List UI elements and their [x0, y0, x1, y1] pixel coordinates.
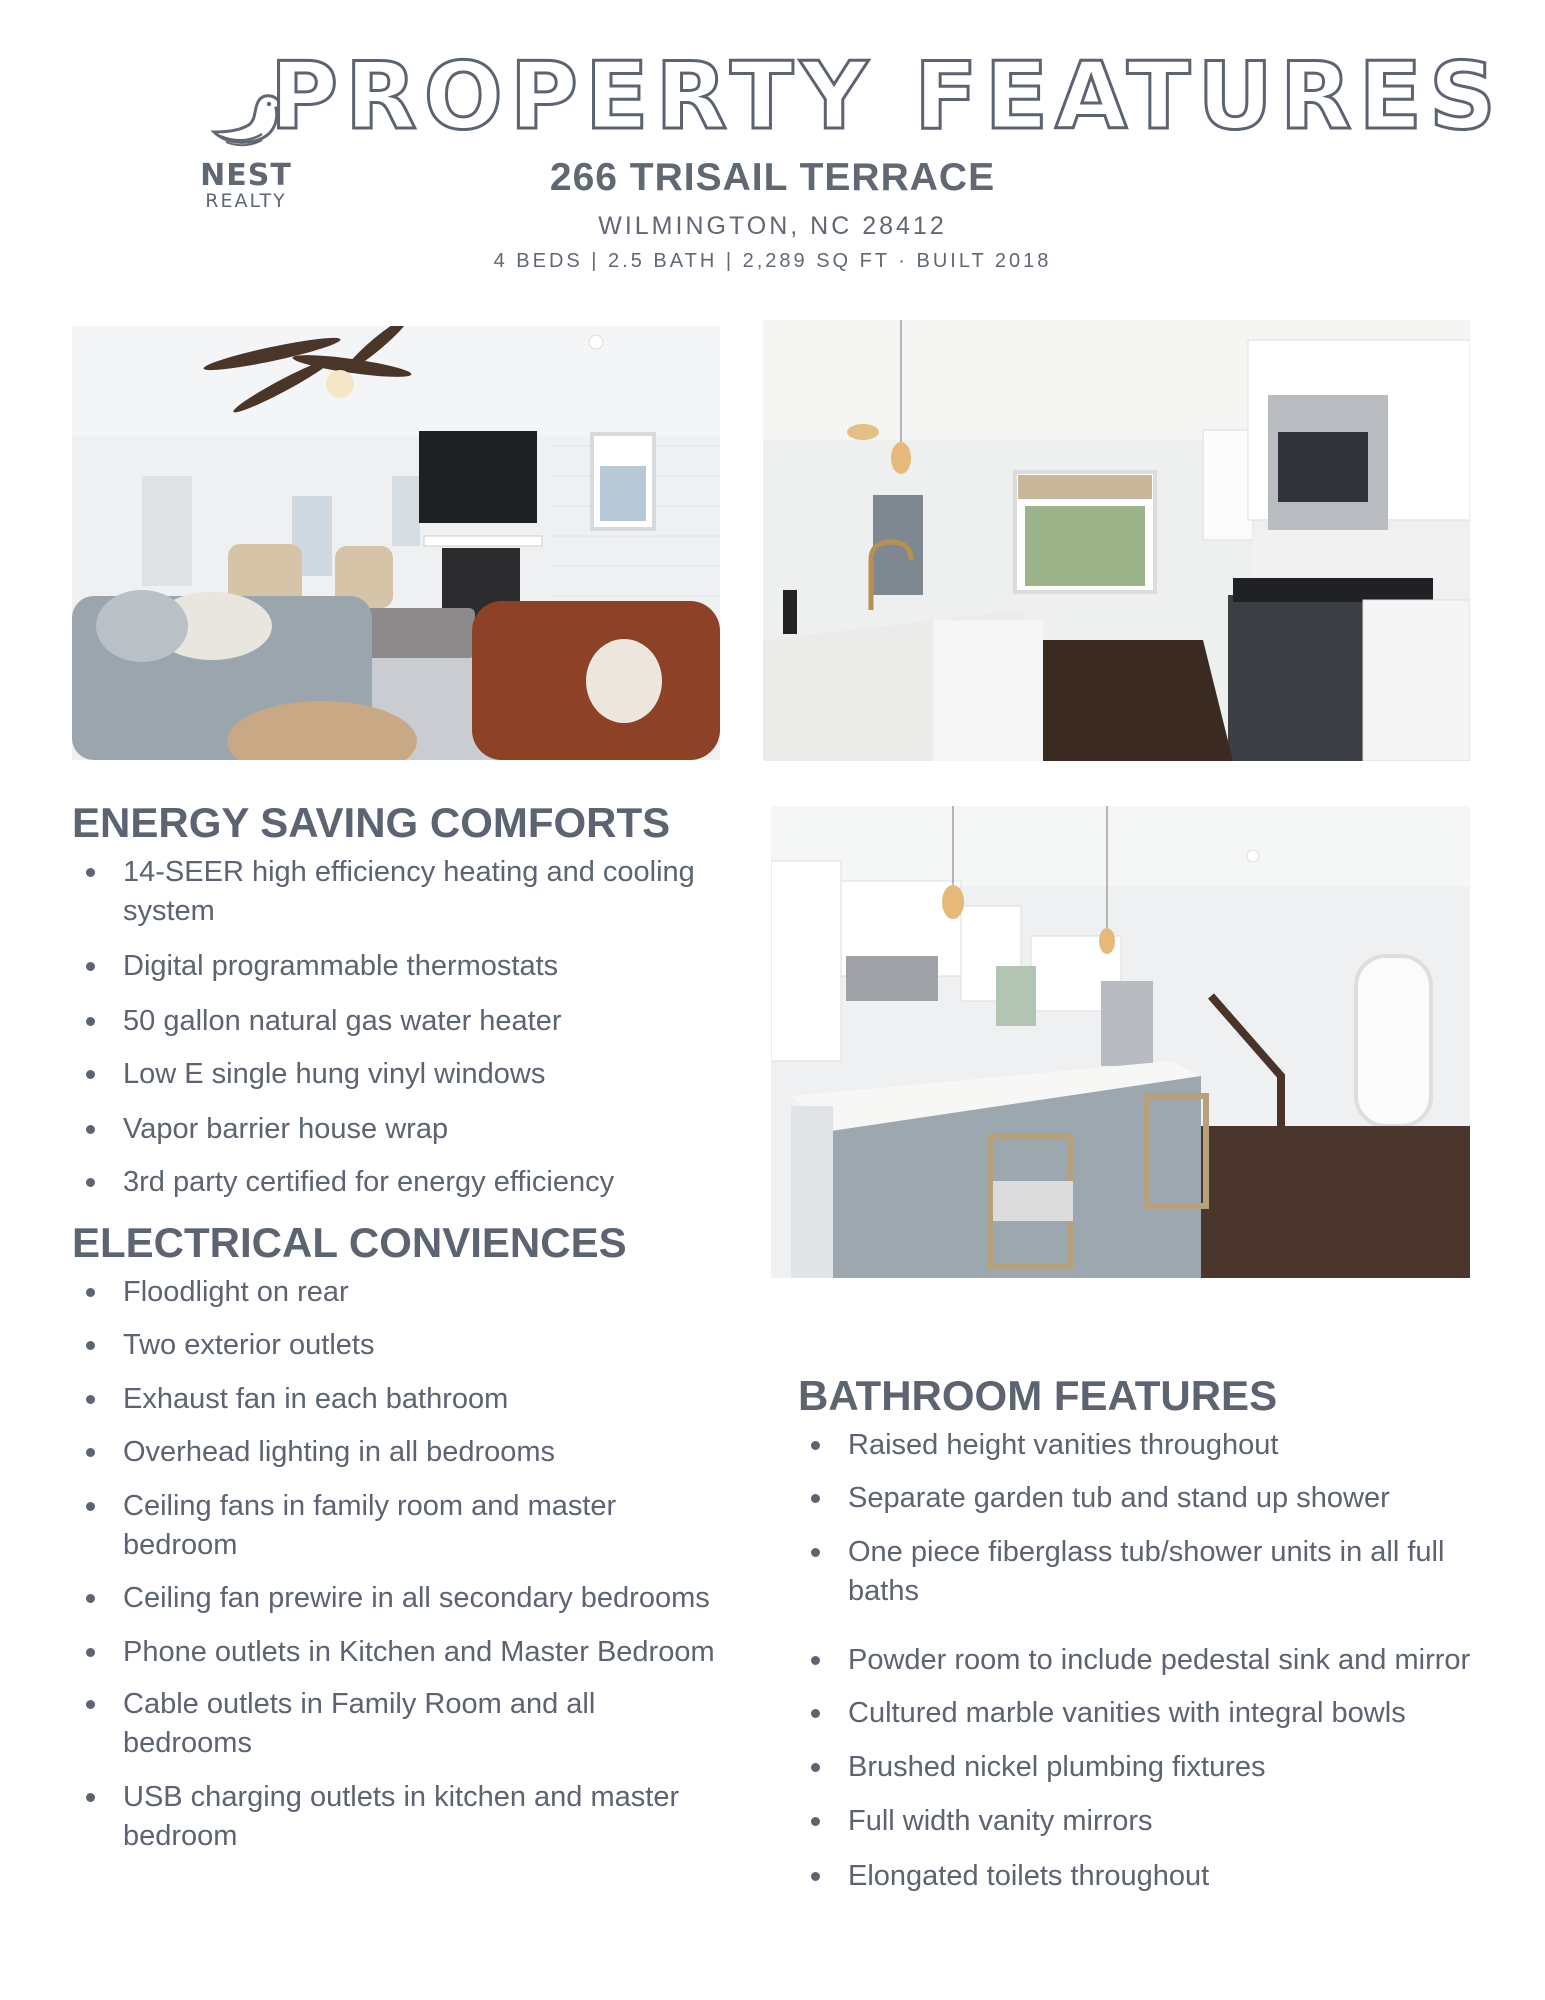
- list-item: Cable outlets in Family Room and all bedrooms: [72, 1685, 732, 1763]
- bullet-icon: [811, 1709, 820, 1718]
- list-item: Vapor barrier house wrap: [72, 1110, 712, 1149]
- list-item: Ceiling fan prewire in all secondary bedrooms: [72, 1579, 732, 1618]
- bullet-icon: [86, 1448, 95, 1457]
- logo-subtitle: REALTY: [205, 190, 287, 212]
- bullet-icon: [86, 1502, 95, 1511]
- list-item: Low E single hung vinyl windows: [72, 1055, 712, 1094]
- bullet-icon: [811, 1441, 820, 1450]
- property-specs: 4 BEDS | 2.5 BATH | 2,289 SQ FT · BUILT 2018: [493, 250, 1052, 272]
- electrical-features-list: [72, 1273, 732, 1856]
- bullet-icon: [86, 1017, 95, 1026]
- list-item: Elongated toilets throughout: [797, 1857, 1497, 1896]
- bullet-icon: [86, 1125, 95, 1134]
- logo-wordmark: NEST: [200, 158, 292, 193]
- list-item: Cultured marble vanities with integral bowls: [797, 1694, 1497, 1733]
- bullet-icon: [811, 1656, 820, 1665]
- list-item: Digital programmable thermostats: [72, 947, 712, 986]
- bullet-icon: [86, 1288, 95, 1297]
- list-item: 3rd party certified for energy efficiency: [72, 1163, 712, 1202]
- bullet-icon: [86, 1070, 95, 1079]
- kitchen-photo: [763, 320, 1470, 761]
- bullet-icon: [86, 962, 95, 971]
- bullet-icon: [811, 1763, 820, 1772]
- list-item: Raised height vanities throughout: [797, 1426, 1497, 1465]
- list-item: Brushed nickel plumbing fixtures: [797, 1748, 1497, 1787]
- bullet-icon: [86, 1648, 95, 1657]
- bullet-icon: [86, 1341, 95, 1350]
- list-item: Exhaust fan in each bathroom: [72, 1380, 732, 1419]
- bullet-icon: [86, 1700, 95, 1709]
- list-item: Separate garden tub and stand up shower: [797, 1479, 1497, 1518]
- list-item: Full width vanity mirrors: [797, 1802, 1497, 1841]
- bullet-icon: [86, 1594, 95, 1603]
- bullet-icon: [86, 1395, 95, 1404]
- list-item: 50 gallon natural gas water heater: [72, 1002, 712, 1041]
- property-address: 266 TRISAIL TERRACE: [549, 156, 996, 199]
- list-item: One piece fiberglass tub/shower units in all full baths: [797, 1533, 1497, 1611]
- page-title: PROPERTY FEATURES: [270, 42, 1504, 150]
- list-item: Powder room to include pedestal sink and mirror: [797, 1641, 1497, 1680]
- bullet-icon: [86, 1178, 95, 1187]
- bathroom-section-heading: BATHROOM FEATURES: [798, 1372, 1278, 1419]
- list-item: USB charging outlets in kitchen and master bedroom: [72, 1778, 732, 1856]
- electrical-section-heading: ELECTRICAL CONVIENCES: [72, 1219, 627, 1266]
- list-item: Overhead lighting in all bedrooms: [72, 1433, 732, 1472]
- living-room-photo: [72, 326, 720, 760]
- list-item: Phone outlets in Kitchen and Master Bedroom: [72, 1633, 732, 1672]
- list-item: Floodlight on rear: [72, 1273, 732, 1312]
- energy-section-heading: ENERGY SAVING COMFORTS: [72, 799, 671, 846]
- property-city: WILMINGTON, NC 28412: [598, 212, 947, 240]
- bullet-icon: [811, 1817, 820, 1826]
- energy-features-list: [72, 853, 712, 1202]
- kitchen-island-photo: [771, 806, 1470, 1278]
- list-item: Ceiling fans in family room and master bedroom: [72, 1487, 732, 1565]
- bullet-icon: [86, 1793, 95, 1802]
- bullet-icon: [811, 1548, 820, 1557]
- bathroom-features-list: [797, 1426, 1497, 1896]
- bullet-icon: [811, 1494, 820, 1503]
- bullet-icon: [86, 868, 95, 877]
- list-item: 14-SEER high efficiency heating and cooling system: [72, 853, 712, 931]
- bullet-icon: [811, 1872, 820, 1881]
- list-item: Two exterior outlets: [72, 1326, 732, 1365]
